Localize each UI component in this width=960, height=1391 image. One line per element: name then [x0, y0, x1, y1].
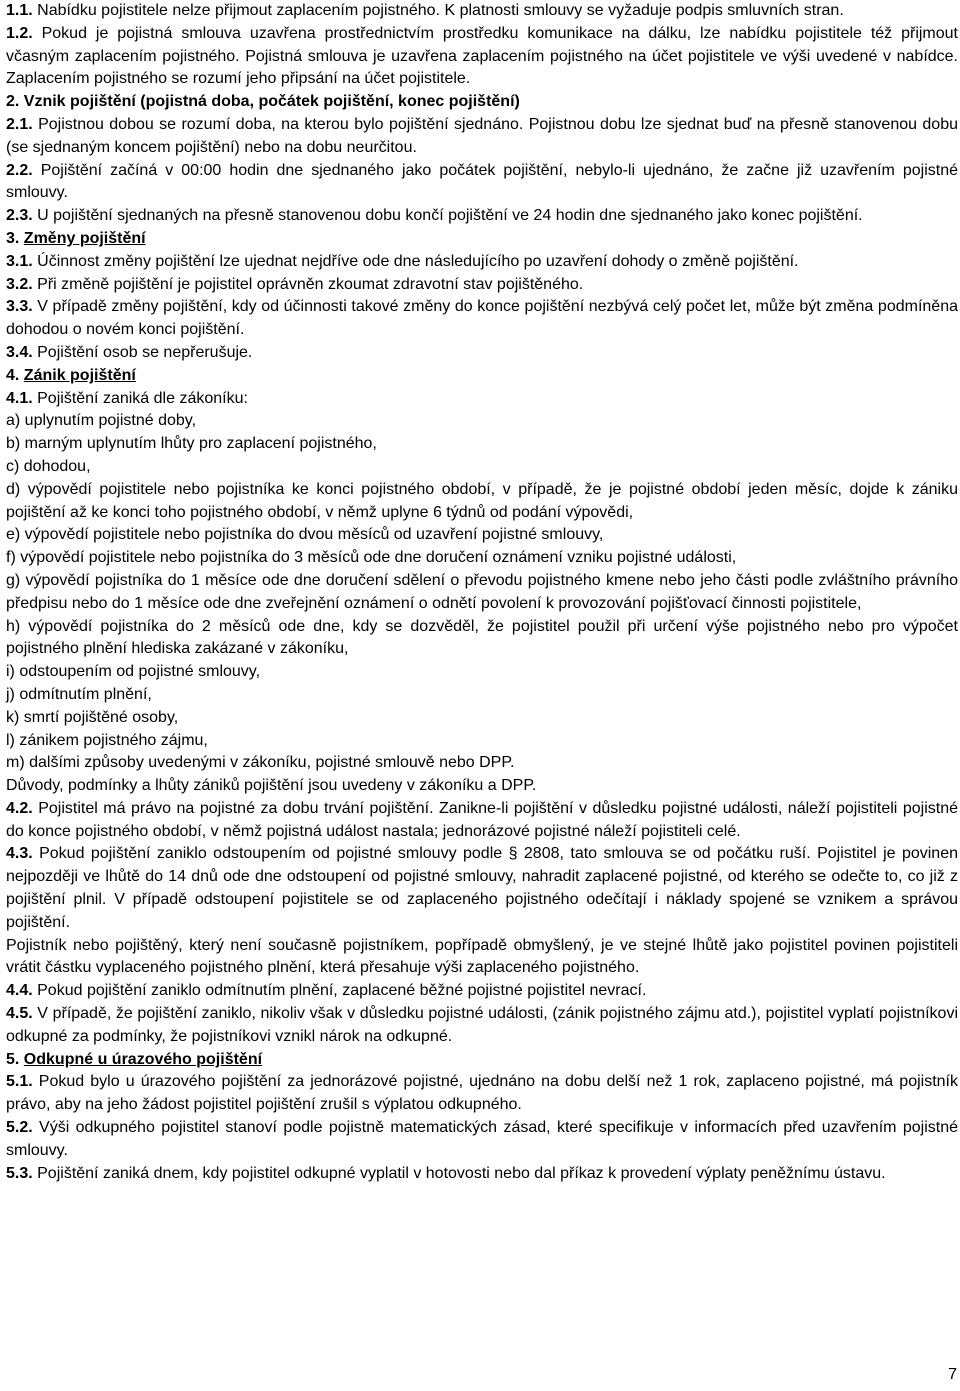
paragraph-text: Nabídku pojistitele nelze přijmout zaplacením pojistného. K platnosti smlouvy se vyžaduje podpis smluvních stran.: [32, 2, 844, 19]
paragraph-text: Pokud bylo u úrazového pojištění za jednorázové pojistné, ujednáno na dobu delší než 1 rok, zaplaceno pojistné, má pojistník právo, aby na jeho žádost pojistitel pojištění zrušil s výplatou odkupného.: [6, 1073, 958, 1114]
paragraph: [6, 433, 958, 456]
paragraph: [6, 388, 958, 411]
section-heading: [6, 365, 958, 388]
paragraph-text: Pojistník nebo pojištěný, který není současně pojistníkem, popřípadě obmyšlený, je ve stejné lhůtě jako pojistitel povinen pojistiteli vrátit částku vyplaceného pojistného plnění, která přesahuje výši zaplaceného pojistného.: [6, 936, 958, 977]
paragraph-number: 4.2.: [6, 799, 33, 817]
paragraph: [6, 0, 958, 23]
paragraph-number: 3.1.: [6, 252, 33, 270]
paragraph: [6, 798, 958, 844]
paragraph-text: k) smrtí pojištěné osoby,: [6, 708, 179, 726]
paragraph-text: Pokud pojištění zaniklo odmítnutím plnění, zaplacené běžné pojistné pojistitel nevrací.: [32, 982, 647, 1000]
paragraph: [6, 616, 958, 662]
page-number: 7: [948, 1366, 957, 1383]
paragraph-number: 2.2.: [6, 161, 33, 179]
paragraph-number: 3.2.: [6, 275, 33, 293]
paragraph-text: m) dalšími způsoby uvedenými v zákoníku, pojistné smlouvě nebo DPP.: [6, 754, 515, 772]
section-heading-text: Vznik pojištění (pojistná doba, počátek pojištění, konec pojištění): [19, 93, 520, 111]
paragraph: [6, 843, 958, 934]
paragraph-text: a) uplynutím pojistné doby,: [6, 412, 197, 430]
paragraph: [6, 1003, 958, 1049]
paragraph-text: Pojistitel má právo na pojistné za dobu trvání pojištění. Zanikne-li pojištění v důsledku pojistné události, náleží pojistiteli pojistné do konce pojistného období, v němž pojistná událost nastala; jednorázové pojistné náleží pojistiteli celé.: [6, 799, 958, 840]
paragraph-text: Pojištění zaniká dle zákoníku:: [32, 389, 248, 407]
paragraph: [6, 707, 958, 730]
paragraph-text: e) výpovědí pojistitele nebo pojistníka do dvou měsíců od uzavření pojistné smlouvy,: [6, 526, 604, 544]
paragraph: [6, 752, 958, 775]
paragraph-text: Pojistnou dobou se rozumí doba, na kterou bylo pojištění sjednáno. Pojistnou dobu lze sjednat buď na přesně stanovenou dobu (se sjednaným koncem pojištění) nebo na dobu neurčitou.: [6, 115, 958, 156]
paragraph-number: 2.3.: [6, 207, 33, 225]
paragraph-number: 3.3.: [6, 298, 33, 316]
section-heading-text: Zánik pojištění: [23, 366, 136, 384]
paragraph-text: Výši odkupného pojistitel stanoví podle pojistně matematických zásad, které specifikuje v informacích před uzavřením pojistné smlouvy.: [6, 1119, 958, 1159]
paragraph-number: 1.1.: [6, 2, 33, 19]
section-heading-text: Změny pojištění: [23, 229, 146, 247]
paragraph: [6, 570, 958, 616]
paragraph-text: i) odstoupením od pojistné smlouvy,: [6, 663, 261, 681]
document-page: [6, 0, 958, 1185]
paragraph: [6, 342, 958, 365]
paragraph-text: Pojištění začíná v 00:00 hodin dne sjednaného jako počátek pojištění, nebylo-li ujednáno, že začne již uzavřením pojistné smlouvy.: [6, 161, 958, 202]
paragraph-text: b) marným uplynutím lhůty pro zaplacení pojistného,: [6, 435, 377, 453]
paragraph-text: d) výpovědí pojistitele nebo pojistníka ke konci pojistného období, v případě, že je pojistné období jeden měsíc, dojde k zániku pojištění až ke konci toho pojistného období, v němž uplyne 6 týdnů od podání výpovědi,: [6, 480, 958, 521]
paragraph: [6, 114, 958, 160]
paragraph-text: g) výpovědí pojistníka do 1 měsíce ode dne doručení sdělení o převodu pojistného kmene nebo jeho části podle zvláštního právního předpisu nebo do 1 měsíce ode dne zveřejnění oznámení o odnětí povolení k provozování pojišťovací činnosti pojistitele,: [6, 571, 958, 612]
paragraph: [6, 524, 958, 547]
paragraph: [6, 479, 958, 525]
section-heading-text: Odkupné u úrazového pojištění: [23, 1050, 263, 1068]
section-heading: [6, 228, 958, 251]
paragraph: [6, 274, 958, 297]
paragraph-text: V případě, že pojištění zaniklo, nikoliv však v důsledku pojistné události, (zánik pojistného zájmu atd.), pojistitel vyplatí pojistníkovi odkupné za podmínky, že pojistníkovi vznikl nárok na odkupné.: [6, 1005, 958, 1045]
paragraph: [6, 684, 958, 707]
paragraph-number: 3.4.: [6, 343, 33, 361]
paragraph-text: Důvody, podmínky a lhůty zániků pojištění jsou uvedeny v zákoníku a DPP.: [6, 777, 537, 795]
paragraph: [6, 1117, 958, 1163]
paragraph-text: l) zánikem pojistného zájmu,: [6, 731, 208, 749]
paragraph-number: 5.1.: [6, 1073, 33, 1091]
paragraph-text: c) dohodou,: [6, 457, 91, 475]
paragraph: [6, 661, 958, 684]
paragraph: [6, 296, 958, 342]
paragraph-text: U pojištění sjednaných na přesně stanovenou dobu končí pojištění ve 24 hodin dne sjednaného jako konec pojištění.: [32, 207, 863, 225]
paragraph-number: 4.4.: [6, 982, 33, 1000]
paragraph-number: 4.5.: [6, 1005, 33, 1023]
section-heading: [6, 1049, 958, 1072]
paragraph: [6, 730, 958, 753]
paragraph-number: 5.: [6, 1050, 20, 1068]
paragraph-text: Při změně pojištění je pojistitel oprávněn zkoumat zdravotní stav pojištěného.: [32, 275, 584, 293]
paragraph-text: Pokud pojištění zaniklo odstoupením od pojistné smlouvy podle § 2808, tato smlouva se od počátku ruší. Pojistitel je povinen nejpozději ve lhůtě do 14 dnů ode dne odstoupení od pojistné smlouvy, nahradit zaplacené pojistné, od kterého se odečte to, co již z pojištění plnil. V případě odstoupení pojistitele se od zaplaceného pojistného odečítají i náklady spojené se vznikem a správou pojištění.: [6, 845, 958, 931]
paragraph: [6, 410, 958, 433]
paragraph: [6, 205, 958, 228]
paragraph-text: Pokud je pojistná smlouva uzavřena prostřednictvím prostředku komunikace na dálku, lze nabídku pojistitele též přijmout včasným zaplacením pojistného. Pojistná smlouva je uzavřena zaplacením pojistného na účet pojistitele ve výši uvedené v nabídce. Zaplacením pojistného se rozumí jeho připsání na účet pojistitele.: [6, 24, 958, 88]
paragraph-text: Pojištění osob se nepřerušuje.: [32, 343, 253, 361]
paragraph-number: 1.2.: [6, 24, 33, 42]
paragraph: [6, 775, 958, 798]
paragraph: [6, 980, 958, 1003]
paragraph-number: 2.1.: [6, 115, 33, 133]
paragraph: [6, 1163, 958, 1186]
paragraph: [6, 547, 958, 570]
paragraph-number: 4.3.: [6, 845, 33, 863]
paragraph: [6, 456, 958, 479]
paragraph: [6, 160, 958, 206]
paragraph-number: 4.: [6, 366, 20, 384]
paragraph-number: 5.3.: [6, 1164, 33, 1182]
paragraph-text: j) odmítnutím plnění,: [6, 685, 152, 703]
section-heading: [6, 91, 958, 114]
paragraph: [6, 1071, 958, 1117]
paragraph-text: h) výpovědí pojistníka do 2 měsíců ode dne, kdy se dozvěděl, že pojistitel použil při určení výše pojistného nebo pro výpočet pojistného plnění hlediska zakázané v zákoníku,: [6, 617, 958, 658]
paragraph-text: f) výpovědí pojistitele nebo pojistníka do 3 měsíců ode dne doručení oznámení vzniku pojistné události,: [6, 549, 737, 567]
paragraph-text: Pojištění zaniká dnem, kdy pojistitel odkupné vyplatil v hotovosti nebo dal příkaz k provedení výplaty peněžnímu ústavu.: [32, 1164, 886, 1182]
paragraph-number: 5.2.: [6, 1119, 33, 1137]
paragraph-text: Účinnost změny pojištění lze ujednat nejdříve ode dne následujícího po uzavření dohody o změně pojištění.: [32, 252, 799, 270]
paragraph: [6, 251, 958, 274]
paragraph-number: 2.: [6, 93, 20, 111]
paragraph-number: 4.1.: [6, 389, 33, 407]
paragraph: [6, 23, 958, 91]
paragraph: [6, 935, 958, 981]
paragraph-text: V případě změny pojištění, kdy od účinnosti takové změny do konce pojištění nezbývá celý počet let, může být změna podmíněna dohodou o novém konci pojištění.: [6, 298, 958, 339]
paragraph-number: 3.: [6, 229, 20, 247]
